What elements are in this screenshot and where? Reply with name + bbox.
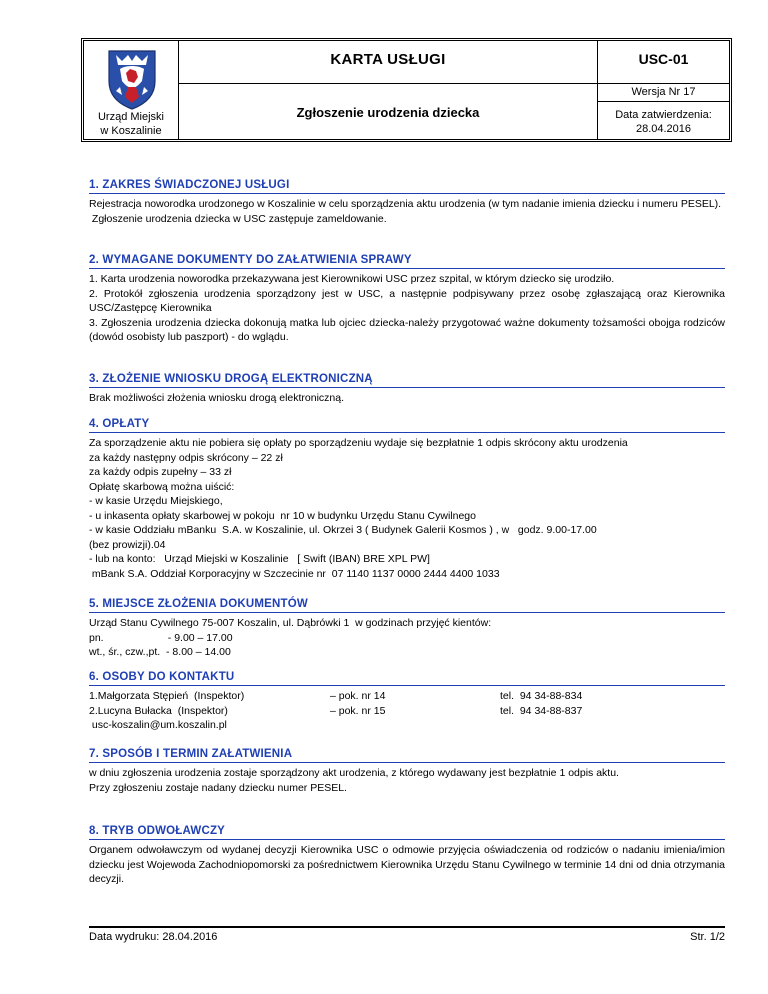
fee-line: za każdy następny odpis skrócony – 22 zł <box>89 451 283 464</box>
place-line: Urząd Stanu Cywilnego 75-007 Koszalin, ul. Dąbrówki 1 w godzinach przyjęć kientów: <box>89 617 492 629</box>
section-appeal <box>89 824 725 887</box>
method-line: w dniu zgłoszenia urodzenia zostaje sporządzony akt urodzenia, z którego wydawany jest bezpłatnie 1 odpis aktu. <box>89 767 619 779</box>
section-title: 1. ZAKRES ŚWIADCZONEJ USŁUGI <box>89 178 725 194</box>
version-label: Wersja Nr 17 <box>631 86 696 98</box>
document-item: 1. Karta urodzenia noworodka przekazywana jest Kierownikowi USC przez szpital, w którym dziecko się urodziło. <box>89 273 615 285</box>
contact-name: 1.Małgorzata Stępień (Inspektor) <box>89 690 245 702</box>
contact-phone: tel. 94 34-88-834 <box>500 690 583 702</box>
electronic-text: Brak możliwości złożenia wniosku drogą elektroniczną. <box>89 392 345 404</box>
fee-line: - lub na konto: Urząd Miejski w Koszalinie [ Swift (IBAN) BRE XPL PW] <box>89 553 430 565</box>
method-line: Przy zgłoszeniu zostaje nadany dziecku numer PESEL. <box>89 781 347 794</box>
page-number: Str. 1/2 <box>690 931 725 943</box>
fee-line: - u inkasenta opłaty skarbowej w pokoju nr 10 w budynku Urzędu Stanu Cywilnego <box>89 509 476 522</box>
contact-email: usc-koszalin@um.koszalin.pl <box>89 719 227 731</box>
section-title: 5. MIEJSCE ZŁOŻENIA DOKUMENTÓW <box>89 597 725 613</box>
fee-line: Opłatę skarbową można uiścić: <box>89 480 235 493</box>
contact-row <box>89 704 725 719</box>
office-name: Urząd Miejski w Koszalinie <box>97 111 164 137</box>
fee-line: za każdy odpis zupełny – 33 zł <box>89 466 232 478</box>
contact-room: – pok. nr 14 <box>330 690 386 702</box>
section-place <box>89 597 725 660</box>
page-footer <box>89 926 725 943</box>
document-item: 2. Protokół zgłoszenia urodzenia sporządzony jest w USC, a następnie podpisywany przez osobę zgłaszającą oraz Kierownika USC/Zastępcę Kierownika <box>89 287 725 314</box>
section-title: 8. TRYB ODWOŁAWCZY <box>89 824 725 840</box>
section-documents <box>89 253 725 345</box>
contact-name: 2.Lucyna Bułacka (Inspektor) <box>89 704 228 717</box>
section-title: 3. ZŁOŻENIE WNIOSKU DROGĄ ELEKTRONICZNĄ <box>89 372 725 388</box>
section-title: 6. OSOBY DO KONTAKTU <box>89 670 725 686</box>
section-fees <box>89 417 725 581</box>
fee-line: - w kasie Oddziału mBanku S.A. w Koszalinie, ul. Okrzei 3 ( Budynek Galerii Kosmos ) , w godz. 9.00-17.00 <box>89 524 597 536</box>
print-date: Data wydruku: 28.04.2016 <box>89 931 218 943</box>
document-item: 3. Zgłoszenia urodzenia dziecka dokonują matka lub ojciec dziecka-należy przygotować ważne dokumenty tożsamości obojga rodziców (dowód osobisty lub paszport) - do wglądu. <box>89 316 725 343</box>
appeal-paragraph: Organem odwoławczym od wydanej decyzji Kierownika USC o odmowie przyjęcia oświadczenia od rodziców o nadaniu imienia/imion dziecku jest Wojewoda Zachodniopomorski za pośrednictwem Kierownika Urzędu Stanu Cywilnego w terminie 14 dni od dnia otrzymania decyzji. <box>89 844 725 885</box>
bank-account-line: mBank S.A. Oddział Korporacyjny w Szczecinie nr 07 1140 1137 0000 2444 4400 1033 <box>89 567 500 580</box>
fee-line: - w kasie Urzędu Miejskiego, <box>89 495 223 507</box>
fee-line: Za sporządzenie aktu nie pobiera się opłaty po sporządzeniu wydaje się bezpłatnie 1 odpis skrócony aktu urodzenia <box>89 437 628 449</box>
section-title: 4. OPŁATY <box>89 417 725 433</box>
section-contacts <box>89 670 725 733</box>
opening-hours-line: pn. - 9.00 – 17.00 <box>89 631 233 644</box>
card-code: USC-01 <box>638 51 689 67</box>
section-method <box>89 747 725 795</box>
contact-room: – pok. nr 15 <box>330 704 386 717</box>
section-title: 7. SPOSÓB I TERMIN ZAŁATWIENIA <box>89 747 725 763</box>
service-name: Zgłoszenie urodzenia dziecka <box>296 105 480 120</box>
card-title: KARTA USŁUGI <box>330 51 446 68</box>
scope-paragraph: Rejestracja noworodka urodzonego w Koszalinie w celu sporządzenia aktu urodzenia (w tym nadanie imienia dziecku i numeru PESEL). <box>89 198 722 210</box>
contact-phone: tel. 94 34-88-837 <box>500 704 583 717</box>
section-electronic <box>89 372 725 406</box>
section-scope <box>89 178 725 226</box>
opening-hours-line: wt., śr., czw.,pt. - 8.00 – 14.00 <box>89 646 231 658</box>
approval-date-block: Data zatwierdzenia: 28.04.2016 <box>615 109 712 135</box>
section-title: 2. WYMAGANE DOKUMENTY DO ZAŁATWIENIA SPRAWY <box>89 253 725 269</box>
fee-line: (bez prowizji).04 <box>89 538 166 551</box>
contact-row <box>89 689 725 704</box>
koszalin-crest-icon <box>106 47 158 111</box>
service-card-header <box>81 38 732 142</box>
scope-note: Zgłoszenie urodzenia dziecka w USC zastępuje zameldowanie. <box>89 212 387 225</box>
